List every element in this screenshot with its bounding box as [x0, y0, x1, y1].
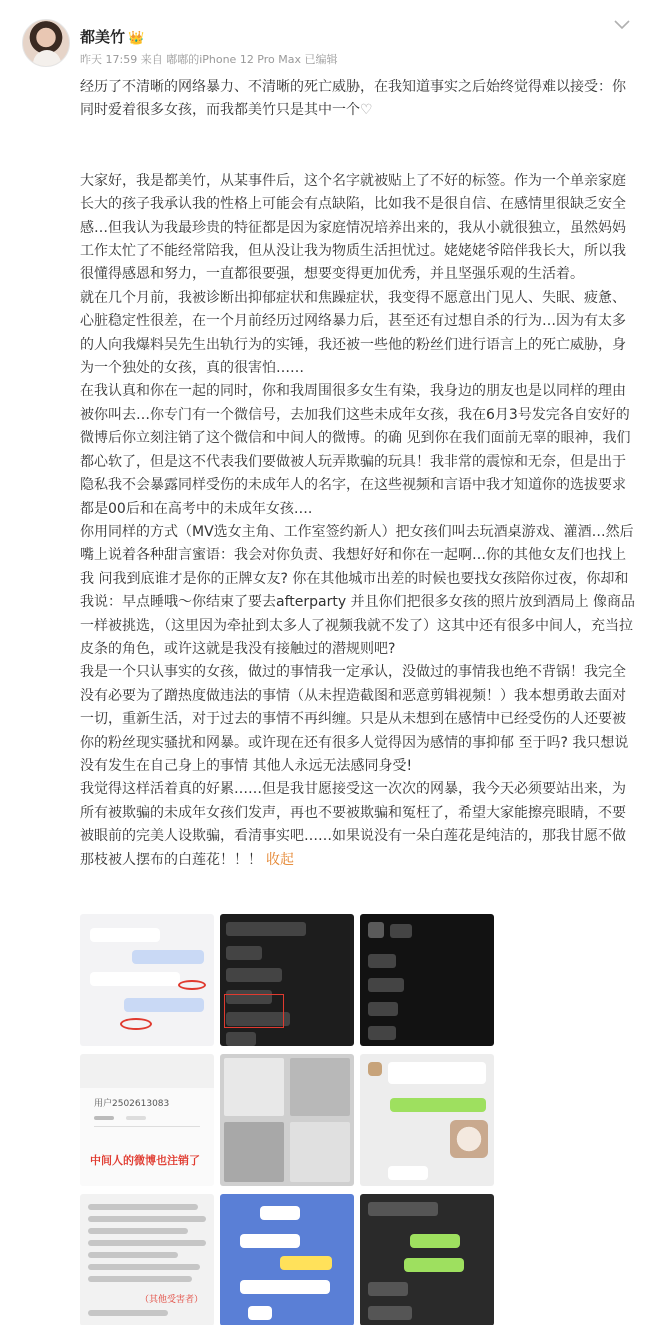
- chat-bubble: [388, 1166, 428, 1180]
- profile-username: 用户2502613083: [94, 1099, 170, 1109]
- chat-bubble: [240, 1234, 300, 1248]
- text-line: [88, 1228, 188, 1234]
- highlight-ring: [178, 980, 206, 990]
- chat-bubble: [90, 972, 180, 986]
- post-paragraph: 在我认真和你在一起的同时，你和我周围很多女生有染，我身边的朋友也是以同样的理由被你叫去…你专门有一个微信号，去加我们这些未成年女孩，我在6月3号发完各自安好的微博后你立刻注销了这个微信和中间人的微博。的确 见到你在我们面前无辜的眼神，我们都心软了，但是这不代表我们要做被人玩弄欺骗的玩具！我非常的震惊和无奈，但是出于隐私我不会暴露同样受伤的未成年人的名字，在这些视频和言语中我才知道你的选拔要求都是00后和在高考中的未成年女孩….: [80, 383, 631, 517]
- text-line: [88, 1240, 206, 1246]
- image-caption: 中间人的微博也注销了: [90, 1154, 200, 1167]
- post-meta: 昨天 17:59 来自 嘟嘟的iPhone 12 Pro Max 已编辑: [80, 53, 338, 66]
- chat-bubble: [390, 1098, 486, 1112]
- chat-bubble: [368, 978, 404, 992]
- image-thumbnail[interactable]: [220, 1194, 354, 1325]
- chat-bubble: [226, 946, 262, 960]
- photo-tile: [290, 1122, 350, 1182]
- user-name[interactable]: [80, 26, 144, 47]
- chevron-down-icon[interactable]: [614, 14, 630, 35]
- post-paragraph: [80, 778, 635, 872]
- image-thumbnail[interactable]: [220, 1054, 354, 1186]
- crown-badge-icon: 👑: [128, 31, 145, 46]
- chat-bubble: [368, 954, 396, 968]
- post-paragraph: 大家好，我是都美竹，从某事件后，这个名字就被贴上了不好的标签。作为一个单亲家庭长大的孩子我承认我的性格上可能会有点缺陷，比如我不是很自信、在感情里很缺乏安全感…但我认为我最珍贵的特征都是因为家庭情况培养出来的，我从小就很独立，虽然妈妈工作太忙了不能经常陪我，但从没让我为物质生活担忧过。姥姥姥爷陪伴我长大，所以我很懂得感恩和努力，一直都很要强，想要变得更加优秀，并且坚强乐观的生活着。: [80, 172, 626, 283]
- post-paragraph: [80, 76, 635, 123]
- cat-photo: [450, 1120, 488, 1158]
- chat-bubble: [368, 1306, 412, 1320]
- image-thumbnail[interactable]: [220, 914, 354, 1046]
- chat-bubble: [388, 1062, 486, 1084]
- chat-bubble: [368, 1282, 408, 1296]
- text-line: [88, 1310, 168, 1316]
- tab-marker: [126, 1116, 146, 1120]
- post-paragraph-text: 经历了不清晰的网络暴力、不清晰的死亡威胁，在我知道事实之后始终觉得难以接受：你同时爱着很多女孩，而我都美竹只是其中一个: [80, 79, 626, 119]
- chat-bubble: [390, 924, 412, 938]
- chat-avatar: [368, 922, 384, 938]
- image-thumbnail[interactable]: [360, 1054, 494, 1186]
- image-thumbnail[interactable]: [360, 914, 494, 1046]
- text-line: [88, 1204, 198, 1210]
- post-paragraph: 我是一个只认事实的女孩，做过的事情我一定承认，没做过的事情我也绝不背锅！我完全没有必要为了蹭热度做违法的事情（从未捏造截图和恶意剪辑视频！）我本想勇敢去面对一切，重新生活，对于过去的事情不再纠缠。只是从未想到在感情中已经受伤的人还要被你的粉丝现实骚扰和网暴。或许现在还有很多人觉得因为感情的事抑郁 至于吗? 我只想说 没有发生在自己身上的事情 其他人永远无法感同身受!: [80, 664, 629, 774]
- text-line: [88, 1264, 200, 1270]
- avatar[interactable]: [22, 19, 70, 67]
- photo-tile: [290, 1058, 350, 1116]
- tab-marker: [94, 1116, 114, 1120]
- photo-tile: [224, 1058, 284, 1116]
- text-line: [88, 1216, 206, 1222]
- post-header: [0, 0, 650, 78]
- chat-bubble: [404, 1258, 464, 1272]
- image-grid: [80, 914, 480, 1324]
- text-line: [88, 1252, 178, 1258]
- image-thumbnail[interactable]: [360, 1194, 494, 1325]
- chat-bubble: [226, 1032, 256, 1046]
- chat-bubble: [410, 1234, 460, 1248]
- image-thumbnail[interactable]: [80, 1054, 214, 1186]
- chat-bubble: [240, 1280, 330, 1294]
- post-body: [80, 76, 635, 872]
- post-paragraph: 你用同样的方式（MV选女主角、工作室签约新人）把女孩们叫去玩酒桌游戏、灌酒…然后嘴上说着各种甜言蜜语：我会对你负责、我想好好和你在一起啊…你的其他女友们也找上我 问我到底谁才是你的正牌女友? 你在其他城市出差的时候也要找女孩陪你过夜，你却和我说：早点睡哦～你结束了要去afterparty 并且你们把很多女孩的照片放到酒局上 像商品一样被挑选，（这里因为牵扯到太多人了视频我就不发了）这其中还有很多中间人，充当拉皮条的角色，或许这就是我没有接触过的潜规则吧?: [80, 523, 636, 657]
- highlight-box: [224, 994, 284, 1028]
- post-paragraph-text: 我觉得这样活着真的好累……但是我甘愿接受这一次次的网暴，我今天必须要站出来，为所有被欺骗的未成年女孩们发声，再也不要被欺骗和冤枉了，希望大家能擦亮眼睛，不要被眼前的完美人设欺骗，看清事实吧……如果说没有一朵白莲花是纯洁的，那我甘愿不做那枝被人摆布的白莲花！！！: [80, 781, 626, 868]
- chat-bubble: [226, 968, 282, 982]
- post-paragraph: 就在几个月前，我被诊断出抑郁症状和焦躁症状，我变得不愿意出门见人、失眠、疲惫、心脏稳定性很差，在一个月前经历过网络暴力后，甚至还有过想自杀的行为…因为有太多的人向我爆料吴先生出轨行为的实锤，我还被一些他的粉丝们进行语言上的死亡威胁，身为一个独处的女孩，真的很害怕……: [80, 289, 626, 377]
- chat-bubble: [368, 1002, 398, 1016]
- user-name-text[interactable]: 都美竹: [80, 28, 126, 46]
- collapse-link[interactable]: 收起: [266, 851, 294, 868]
- chat-bubble: [368, 1026, 396, 1040]
- chat-bubble: [260, 1206, 300, 1220]
- paragraph-gap: [80, 123, 635, 170]
- image-caption: （其他受害者）: [140, 1295, 204, 1305]
- tab-divider: [94, 1126, 200, 1127]
- chat-avatar: [368, 1062, 382, 1076]
- highlight-ring: [120, 1018, 152, 1030]
- chat-bubble: [132, 950, 204, 964]
- heart-icon: ♡: [360, 102, 373, 119]
- chat-bubble: [90, 928, 160, 942]
- photo-tile: [224, 1122, 284, 1182]
- chat-bubble: [248, 1306, 272, 1320]
- image-thumbnail[interactable]: [80, 914, 214, 1046]
- chat-bubble: [226, 922, 306, 936]
- chat-bubble: [368, 1202, 438, 1216]
- image-thumbnail[interactable]: [80, 1194, 214, 1325]
- chat-bubble: [124, 998, 204, 1012]
- chat-bubble: [280, 1256, 332, 1270]
- profile-banner: [80, 1054, 214, 1088]
- text-line: [88, 1276, 192, 1282]
